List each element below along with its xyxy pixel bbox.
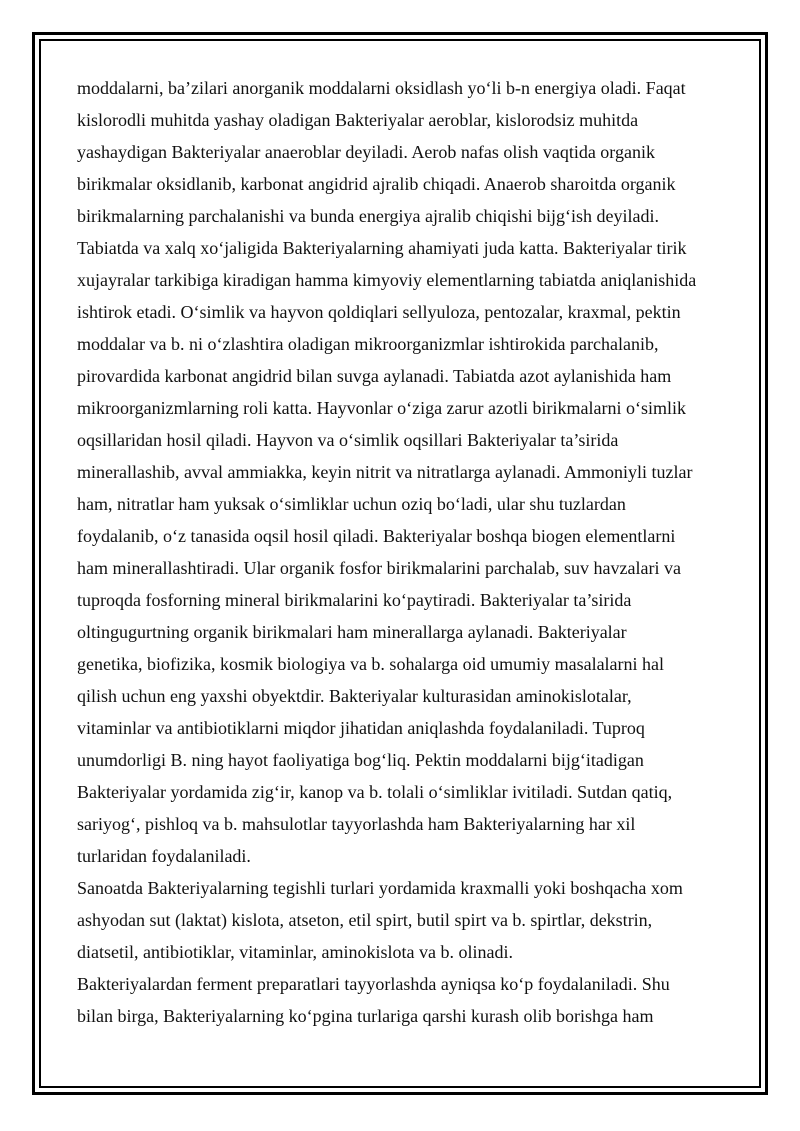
document-body-text — [77, 72, 727, 1032]
text-line: unumdorligi B. ning hayot faoliyatiga bog‘liq. Pektin moddalarni bijg‘itadigan — [77, 750, 644, 770]
text-line: minerallashib, avval ammiakka, keyin nitrit va nitratlarga aylanadi. Ammoniyli tuzlar — [77, 462, 693, 482]
text-line: oltingugurtning organik birikmalari ham minerallarga aylanadi. Bakteriyalar — [77, 622, 627, 642]
text-line: foydalanib, o‘z tanasida oqsil hosil qiladi. Bakteriyalar boshqa biogen elementlarni — [77, 526, 676, 546]
text-line: birikmalarning parchalanishi va bunda energiya ajralib chiqishi bijg‘ish deyiladi. — [77, 206, 660, 226]
text-line: pirovardida karbonat angidrid bilan suvga aylanadi. Tabiatda azot aylanishida ham — [77, 366, 672, 386]
text-line: ham minerallashtiradi. Ular organik fosfor birikmalarini parchalab, suv havzalari va — [77, 558, 681, 578]
text-line: bilan birga, Bakteriyalarning ko‘pgina turlariga qarshi kurash olib borishga ham — [77, 1006, 654, 1026]
text-line: tuproqda fosforning mineral birikmalarini ko‘paytiradi. Bakteriyalar ta’sirida — [77, 590, 632, 610]
text-line: xujayralar tarkibiga kiradigan hamma kimyoviy elementlarning tabiatda aniqlanishida — [77, 270, 697, 290]
text-line: birikmalar oksidlanib, karbonat angidrid ajralib chiqadi. Anaerob sharoitda organik — [77, 174, 676, 194]
text-line: Sanoatda Bakteriyalarning tegishli turlari yordamida kraxmalli yoki boshqacha xom — [77, 878, 683, 898]
text-line: qilish uchun eng yaxshi obyektdir. Bakteriyalar kulturasidan aminokislotalar, — [77, 686, 632, 706]
text-line: diatsetil, antibiotiklar, vitaminlar, aminokislota va b. olinadi. — [77, 942, 513, 962]
text-line: oqsillaridan hosil qiladi. Hayvon va o‘simlik oqsillari Bakteriyalar ta’sirida — [77, 430, 619, 450]
text-line: Tabiatda va xalq xo‘jaligida Bakteriyalarning ahamiyati juda katta. Bakteriyalar tirik — [77, 238, 687, 258]
text-line: sariyog‘, pishloq va b. mahsulotlar tayyorlashda ham Bakteriyalarning har xil — [77, 814, 636, 834]
text-line: turlaridan foydalaniladi. — [77, 846, 251, 866]
text-line: moddalarni, ba’zilari anorganik moddalarni oksidlash yo‘li b-n energiya oladi. Faqat — [77, 78, 686, 98]
text-line: Bakteriyalar yordamida zig‘ir, kanop va b. tolali o‘simliklar ivitiladi. Sutdan qatiq, — [77, 782, 673, 802]
text-line: ham, nitratlar ham yuksak o‘simliklar uchun oziq bo‘ladi, ular shu tuzlardan — [77, 494, 626, 514]
text-line: kislorodli muhitda yashay oladigan Bakteriyalar aeroblar, kislorodsiz muhitda — [77, 110, 639, 130]
text-line: ishtirok etadi. O‘simlik va hayvon qoldiqlari sellyuloza, pentozalar, kraxmal, pektin — [77, 302, 681, 322]
text-line: mikroorganizmlarning roli katta. Hayvonlar o‘ziga zarur azotli birikmalarni o‘simlik — [77, 398, 686, 418]
text-line: moddalar va b. ni o‘zlashtira oladigan mikroorganizmlar ishtirokida parchalanib, — [77, 334, 659, 354]
text-line: ashyodan sut (laktat) kislota, atseton, etil spirt, butil spirt va b. spirtlar, dekstrin, — [77, 910, 653, 930]
text-line: yashaydigan Bakteriyalar anaeroblar deyiladi. Aerob nafas olish vaqtida organik — [77, 142, 655, 162]
text-line: vitaminlar va antibiotiklarni miqdor jihatidan aniqlashda foydalaniladi. Tuproq — [77, 718, 645, 738]
text-line: Bakteriyalardan ferment preparatlari tayyorlashda ayniqsa ko‘p foydalaniladi. Shu — [77, 974, 670, 994]
text-line: genetika, biofizika, kosmik biologiya va b. sohalarga oid umumiy masalalarni hal — [77, 654, 665, 674]
